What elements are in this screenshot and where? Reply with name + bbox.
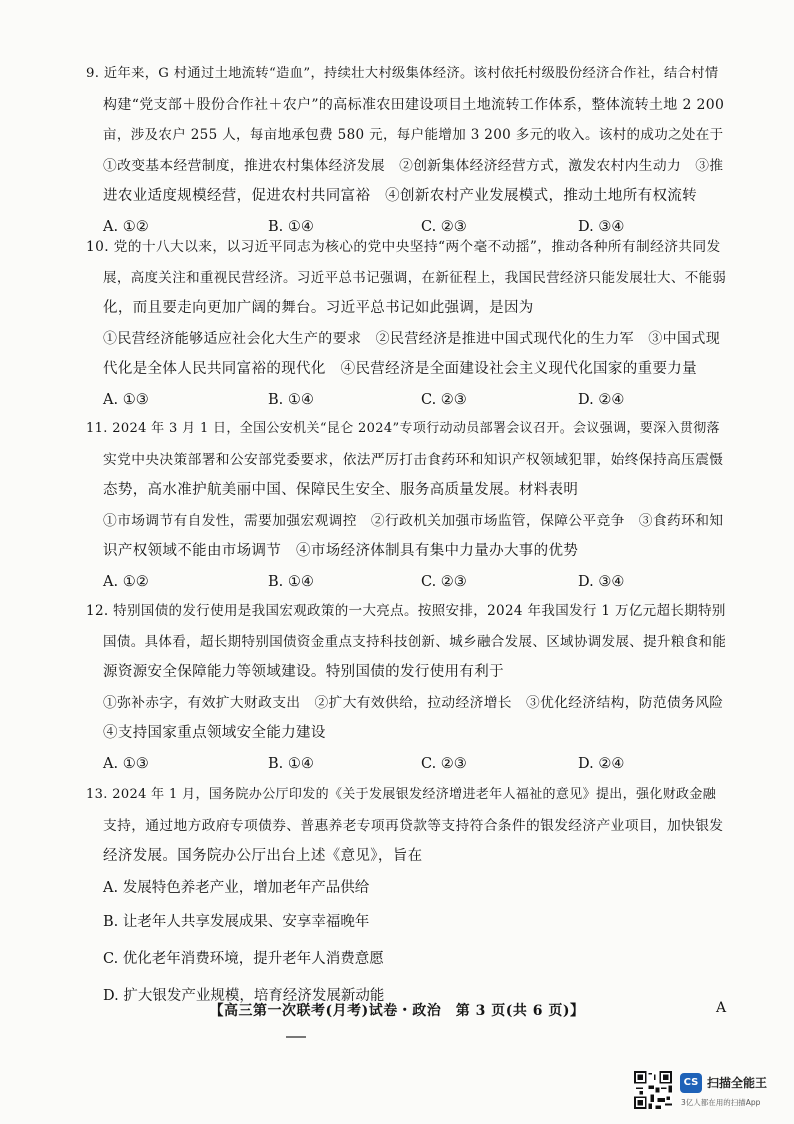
choice-c: C. 优化老年消费环境，提升老年人消费意愿 [103, 950, 384, 967]
question-text-line: 10. 党的十八大以来，以习近平同志为核心的党中央坚持“两个毫不动摇”，推动各种所有制经济共同发 [86, 239, 721, 255]
scanner-tagline: 3亿人都在用的扫描App [681, 1098, 761, 1107]
paper-version-mark: A [716, 1000, 727, 1016]
choice-d: D. ③④ [578, 573, 625, 590]
option-statements-line: 进农业适度规模经营，促进农村共同富裕 ④创新农村产业发展模式，推动土地所有权流转 [103, 188, 697, 204]
question-12 [86, 596, 726, 779]
choice-d: D. ②④ [578, 755, 625, 772]
answer-choices [86, 567, 726, 598]
option-statements-line: ①市场调节有自发性，需要加强宏观调控 ②行政机关加强市场监管，保障公平竞争 ③食药环和知 [103, 512, 724, 529]
question-text-line: 实党中央决策部署和公安部党委要求，依法严厉打击食药环和知识产权领域犯罪，始终保持高压震慑 [103, 451, 724, 468]
choice-c: C. ②③ [421, 218, 467, 235]
answer-choices [86, 385, 726, 416]
question-text-line: 经济发展。国务院办公厅出台上述《意见》，旨在 [103, 848, 423, 864]
choice-c: C. ②③ [421, 755, 467, 772]
option-statements-line: ①民营经济能够适应社会化大生产的要求 ②民营经济是推进中国式现代化的生力军 ③中国式现 [103, 330, 721, 347]
question-text-line: 态势，高水准护航美丽中国、保障民生安全、服务高质量发展。材料表明 [103, 482, 579, 498]
page-footer: 【高三第一次联考(月考)试卷・政治 第 3 页(共 6 页)】 [209, 1003, 585, 1019]
choice-a: A. ①② [103, 573, 149, 590]
choice-b: B. 让老年人共享发展成果、安享幸福晚年 [103, 913, 370, 930]
question-text-line: 12. 特别国债的发行使用是我国宏观政策的一大亮点。按照安排，2024 年我国发行 1 万亿元超长期特别 [86, 603, 726, 619]
option-statements-line: ①弥补赤字，有效扩大财政支出 ②扩大有效供给，拉动经济增长 ③优化经济结构，防范债务风险 [103, 694, 724, 711]
question-text-line: 13. 2024 年 1 月，国务院办公厅印发的《关于发展银发经济增进老年人福祉的意见》提出，强化财政金融 [86, 787, 717, 802]
choice-c: C. ②③ [421, 573, 467, 590]
choice-b: B. ①④ [268, 391, 314, 408]
option-statements-line: ④支持国家重点领域安全能力建设 [103, 725, 326, 741]
divider [286, 1036, 306, 1038]
question-11 [86, 414, 726, 597]
choice-c: C. ②③ [421, 391, 467, 408]
choice-b: B. ①④ [268, 573, 314, 590]
question-text-line: 11. 2024 年 3 月 1 日，全国公安机关“昆仑 2024”专项行动动员部署会议召开。会议强调，要深入贯彻落 [86, 421, 720, 436]
choice-d: D. 扩大银发产业规模，培育经济发展新动能 [103, 987, 385, 1004]
scanner-app-name: 扫描全能王 [707, 1076, 768, 1090]
answer-choices [86, 749, 726, 780]
question-text-line: 国债。具体看，超长期特别国债资金重点支持科技创新、城乡融合发展、区域协调发展、提升粮食和能 [103, 633, 726, 650]
option-statements-line: 代化是全体人民共同富裕的现代化 ④民营经济是全面建设社会主义现代化国家的重要力量 [103, 361, 697, 377]
camscanner-logo-icon: CS [680, 1073, 702, 1093]
question-text-line: 构建“党支部＋股份合作社＋农户”的高标准农田建设项目土地流转工作体系，整体流转土地 2 200 [103, 96, 725, 113]
choice-a: A. ①③ [103, 755, 149, 772]
question-text-line: 源资源安全保障能力等领域建设。特别国债的发行使用有利于 [103, 664, 504, 680]
question-text-line: 化，而且要走向更加广阔的舞台。习近平总书记如此强调，是因为 [103, 300, 534, 316]
choice-b: B. ①④ [268, 218, 314, 235]
question-9 [86, 59, 726, 242]
choice-d: D. ③④ [578, 218, 625, 235]
choice-d: D. ②④ [578, 391, 625, 408]
question-text-line: 亩，涉及农户 255 人，每亩地承包费 580 元，每户能增加 3 200 多元的收入。该村的成功之处在于 [103, 127, 724, 143]
qr-code-icon [634, 1071, 672, 1109]
question-text-line: 展，高度关注和重视民营经济。习近平总书记强调，在新征程上，我国民营经济只能发展壮大、不能弱 [103, 269, 726, 286]
question-13 [86, 780, 726, 1015]
choice-a: A. ①② [103, 218, 149, 235]
option-statements-line: 识产权领域不能由市场调节 ④市场经济体制具有集中力量办大事的优势 [103, 543, 579, 559]
choice-b: B. ①④ [268, 755, 314, 772]
option-statements-line: ①改变基本经营制度，推进农村集体经济发展 ②创新集体经济经营方式，激发农村内生动力 ③推 [103, 157, 724, 174]
choice-a: A. ①③ [103, 391, 149, 408]
choice-a: A. 发展特色养老产业，增加老年产品供给 [103, 879, 370, 896]
question-text-line: 支持，通过地方政府专项债券、普惠养老专项再贷款等支持符合条件的银发经济产业项目，加快银发 [103, 817, 724, 834]
question-10 [86, 232, 726, 415]
question-text-line: 9. 近年来，G 村通过土地流转“造血”，持续壮大村级集体经济。该村依托村级股份经济合作社，结合村情 [86, 66, 719, 81]
